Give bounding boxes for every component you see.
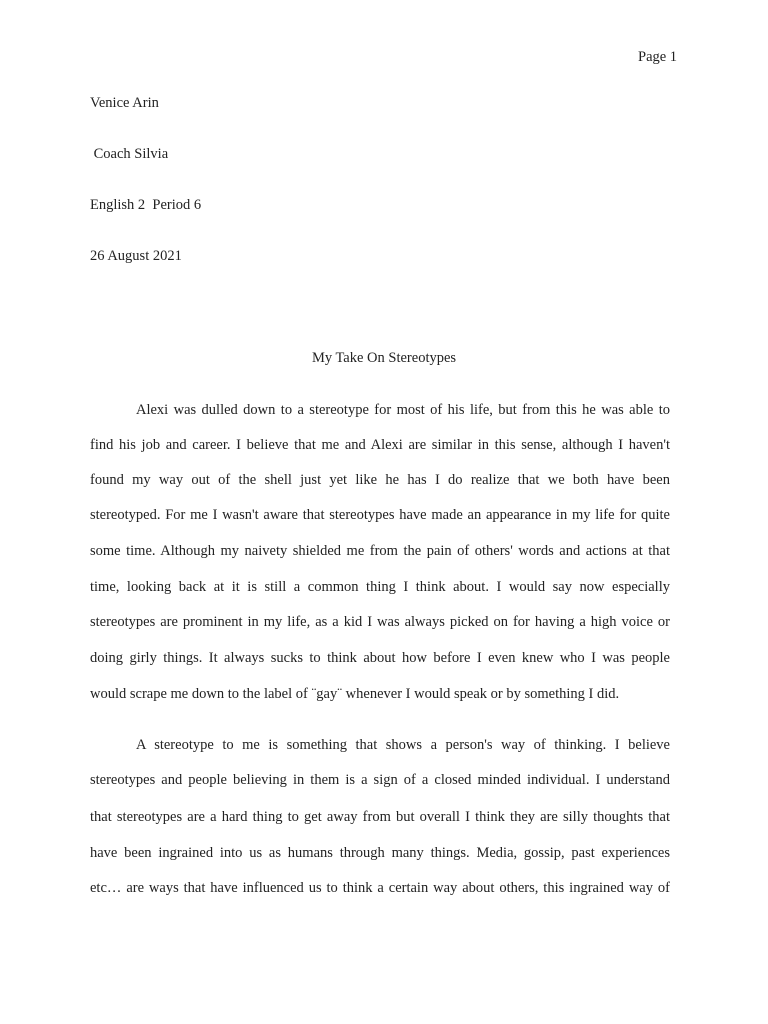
paragraph-line: doing girly things. It always sucks to think about how before I even knew who I was people bbox=[90, 650, 670, 666]
paragraph-line: A stereotype to me is something that shows a person's way of thinking. I believe bbox=[136, 737, 670, 753]
paragraph-line: stereotypes and people believing in them is a sign of a closed minded individual. I understand bbox=[90, 772, 670, 788]
essay-title: My Take On Stereotypes bbox=[311, 350, 457, 366]
teacher-name: Coach Silvia bbox=[90, 146, 169, 162]
page-number: Page 1 bbox=[638, 49, 678, 65]
student-name: Venice Arin bbox=[90, 95, 159, 111]
paragraph-line: stereotypes are prominent in my life, as a kid I was always picked on for having a high voice or bbox=[90, 614, 670, 630]
paragraph-line: that stereotypes are a hard thing to get away from but overall I think they are silly thoughts that bbox=[90, 809, 670, 825]
paragraph-line: found my way out of the shell just yet like he has I do realize that we both have been bbox=[90, 472, 670, 488]
paragraph-line: some time. Although my naivety shielded me from the pain of others' words and actions at that bbox=[90, 543, 670, 559]
paragraph-line: find his job and career. I believe that me and Alexi are similar in this sense, although I haven't bbox=[90, 437, 670, 453]
date: 26 August 2021 bbox=[90, 248, 182, 264]
paragraph-line: Alexi was dulled down to a stereotype for most of his life, but from this he was able to bbox=[136, 402, 670, 418]
paragraph-line: would scrape me down to the label of ¨gay¨ whenever I would speak or by something I did. bbox=[90, 686, 620, 702]
paragraph-line: stereotyped. For me I wasn't aware that stereotypes have made an appearance in my life for quite bbox=[90, 507, 670, 523]
paragraph-line: time, looking back at it is still a common thing I think about. I would say now especially bbox=[90, 579, 670, 595]
paragraph-line: etc… are ways that have influenced us to think a certain way about others, this ingrained way of bbox=[90, 880, 670, 896]
course-period: English 2 Period 6 bbox=[90, 197, 202, 213]
paragraph-line: have been ingrained into us as humans through many things. Media, gossip, past experiences bbox=[90, 845, 670, 861]
